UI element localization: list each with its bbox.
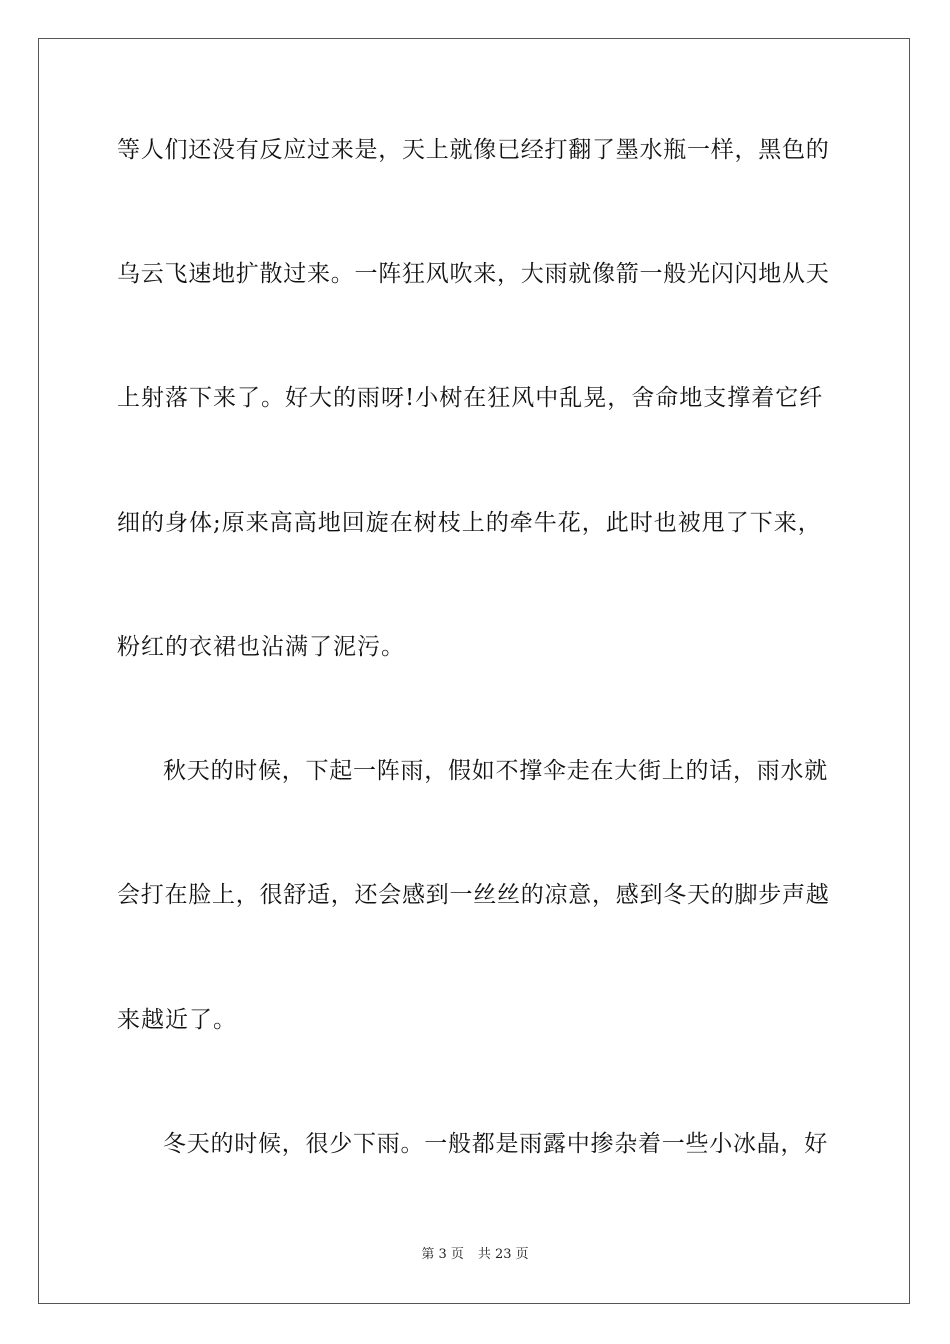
page-footer (0, 1246, 950, 1264)
paragraph-line: 上射落下来了。好大的雨呀!小树在狂风中乱晃，舍命地支撑着它纤 (117, 385, 824, 411)
page-number: 第 3 页 (421, 1247, 464, 1262)
page-border (38, 38, 910, 1304)
paragraph-line: 来越近了。 (117, 1007, 237, 1033)
paragraph-line: 会打在脸上，很舒适，还会感到一丝丝的凉意，感到冬天的脚步声越 (117, 882, 830, 908)
paragraph-line: 乌云飞速地扩散过来。一阵狂风吹来，大雨就像箭一般光闪闪地从天 (117, 261, 830, 287)
page-total: 共 23 页 (477, 1247, 529, 1262)
paragraph-line: 粉红的衣裙也沾满了泥污。 (117, 634, 405, 660)
paragraph-line: 冬天的时候，很少下雨。一般都是雨露中掺杂着一些小冰晶，好 (163, 1131, 828, 1157)
paragraph-line: 秋天的时候，下起一阵雨，假如不撑伞走在大街上的话，雨水就 (163, 758, 828, 784)
paragraph-line: 细的身体;原来高高地回旋在树枝上的牵牛花，此时也被甩了下来， (117, 510, 822, 536)
paragraph-line: 等人们还没有反应过来是，天上就像已经打翻了墨水瓶一样，黑色的 (117, 137, 830, 163)
